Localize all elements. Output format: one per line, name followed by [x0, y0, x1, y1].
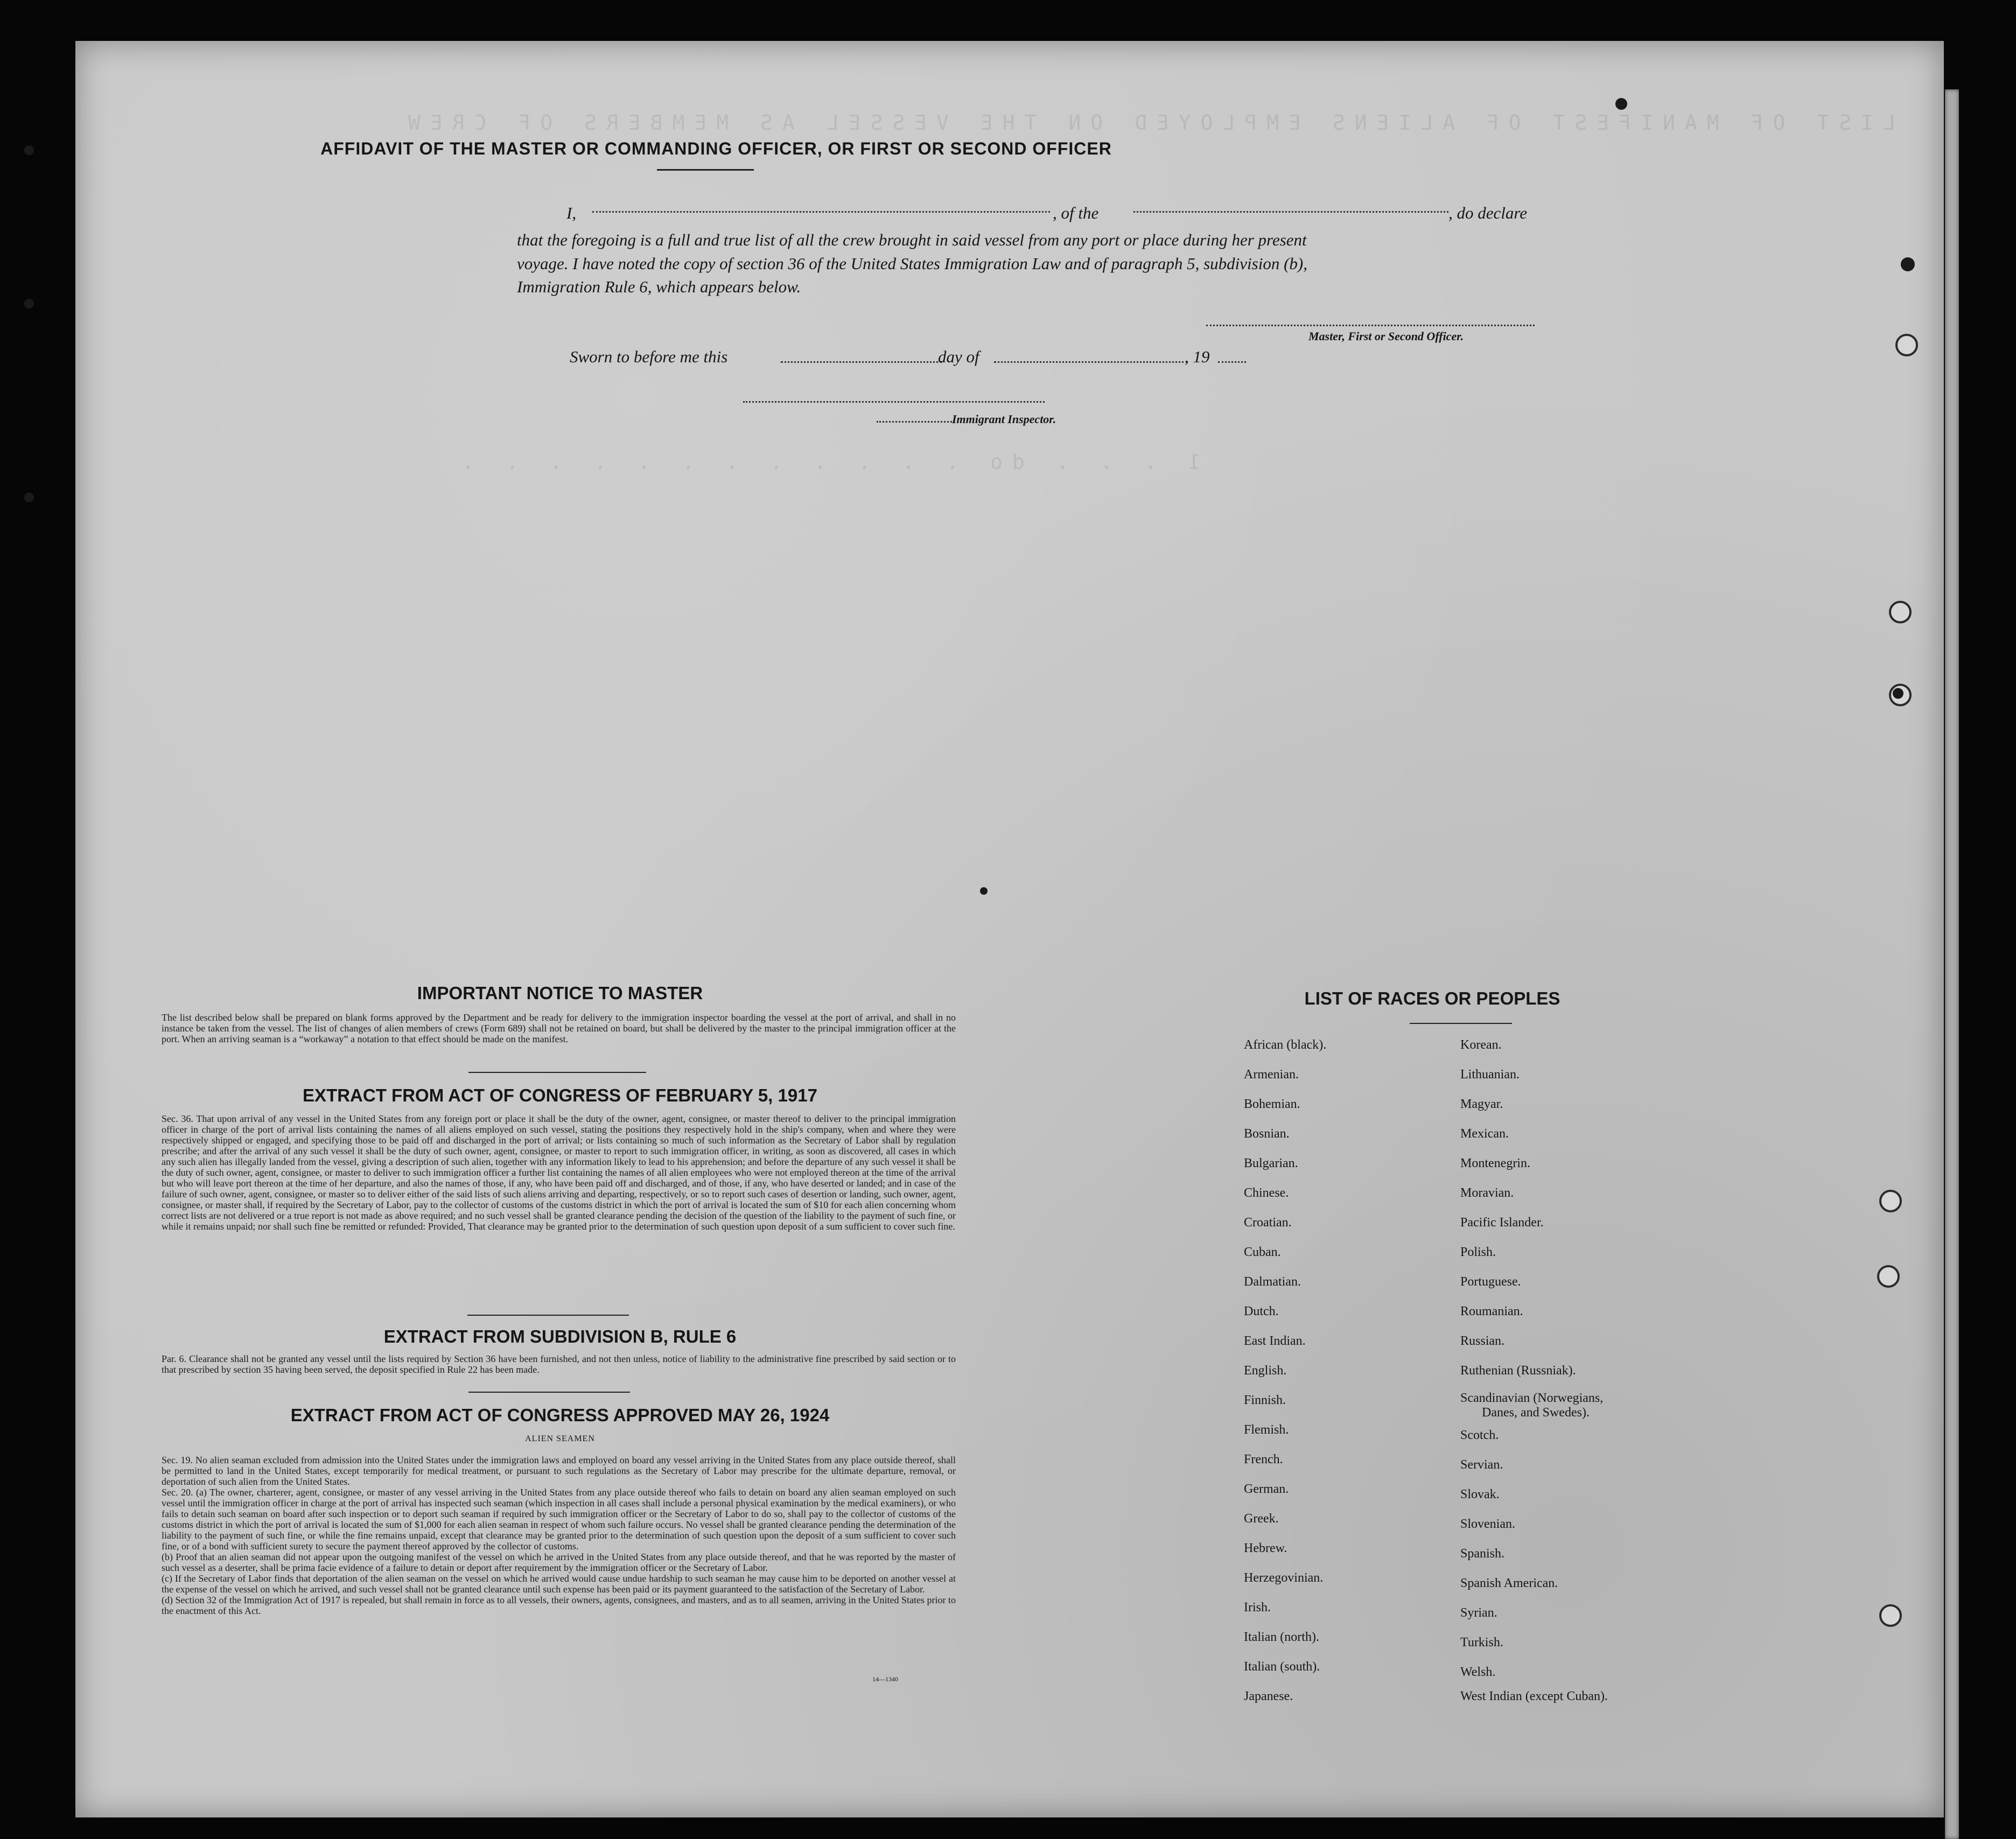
punch-hole [1889, 601, 1912, 623]
notice-text: The list described below shall be prepared on blank forms approved by the Department and be ready for delivery to the immigration inspector boarding the vessel at the port of arrival, and shall in no instance be taken from the vessel. The list of changes of alien members of crews (Form 689) shall not be retained on board, but shall be delivered by the master to the principal immigration officer at the port. When an arriving seaman is a “workaway” a notation to that effect should be made on the manifest. [162, 1012, 956, 1044]
punch-hole [1895, 334, 1918, 356]
race-item: Lithuanian. [1460, 1068, 1520, 1082]
ink-mark [1615, 98, 1627, 110]
sworn-label: Sworn to before me this [570, 347, 728, 366]
race-item: Italian (south). [1244, 1660, 1320, 1674]
extract-1924-text [162, 1455, 956, 1616]
page-edge [1945, 89, 1959, 1839]
affidavit-i-label: I, [566, 203, 577, 222]
race-item: Welsh. [1460, 1665, 1496, 1679]
race-item: Chinese. [1244, 1186, 1289, 1200]
race-item: English. [1244, 1364, 1287, 1378]
race-item: Mexican. [1460, 1127, 1509, 1141]
section-divider [468, 1392, 630, 1393]
race-item: Slovenian. [1460, 1517, 1515, 1531]
section-divider [467, 1315, 629, 1316]
notice-heading: IMPORTANT NOTICE TO MASTER [417, 983, 703, 1003]
bleed-through-ghost-text: LIST OF MANIFEST OF ALIENS EMPLOYED ON THE VESSEL AS MEMBERS OF CREW [398, 111, 1895, 135]
race-item: Scotch. [1460, 1428, 1499, 1442]
race-item: Hebrew. [1244, 1541, 1287, 1555]
punch-hole [1879, 1604, 1902, 1627]
master-label: Master, First or Second Officer. [1308, 329, 1464, 343]
race-item-continuation: Danes, and Swedes). [1482, 1406, 1590, 1420]
sec-20d-paragraph: (d) Section 32 of the Immigration Act of 1917 is repealed, but shall remain in force as to all vessels, their owners, agents, consignees, and masters, and as to all seamen, arriving in the United States prior to the enactment of this Act. [162, 1595, 956, 1616]
year-label: , 19 [1185, 347, 1210, 366]
race-item: East Indian. [1244, 1334, 1306, 1348]
race-item: Croatian. [1244, 1216, 1292, 1230]
extract-rule6-heading: EXTRACT FROM SUBDIVISION B, RULE 6 [383, 1326, 737, 1346]
races-underline [1410, 1023, 1512, 1024]
race-item: Turkish. [1460, 1636, 1503, 1650]
race-item: German. [1244, 1482, 1289, 1496]
races-heading: LIST OF RACES OR PEOPLES [1304, 988, 1560, 1008]
inspector-signature-blank[interactable] [743, 401, 1045, 403]
title-underline [657, 169, 754, 171]
race-item: Russian. [1460, 1334, 1505, 1348]
race-item: Ruthenian (Russniak). [1460, 1364, 1576, 1378]
race-item: Servian. [1460, 1458, 1503, 1472]
affidavit-title: AFFIDAVIT OF THE MASTER OR COMMANDING OFFICER, OR FIRST OR SECOND OFFICER [320, 139, 1112, 158]
race-item: Moravian. [1460, 1186, 1514, 1200]
declare-label: , do declare [1448, 203, 1528, 222]
race-item: Roumanian. [1460, 1304, 1523, 1318]
day-of-label: day of [938, 347, 979, 366]
vessel-blank[interactable] [1133, 211, 1448, 213]
race-item: Greek. [1244, 1512, 1279, 1526]
ink-mark [24, 299, 34, 308]
inspector-signature-blank-short[interactable] [877, 421, 955, 423]
punch-hole [1877, 1265, 1900, 1288]
race-item: Spanish American. [1460, 1576, 1558, 1590]
punch-hole [1879, 1190, 1902, 1212]
ink-mark [1893, 688, 1903, 699]
race-item: Irish. [1244, 1601, 1271, 1615]
race-item: Bosnian. [1244, 1127, 1290, 1141]
race-item: West Indian (except Cuban). [1460, 1689, 1608, 1703]
race-item: Bulgarian. [1244, 1156, 1298, 1170]
inspector-label: Immigrant Inspector. [952, 412, 1056, 426]
sec-19-paragraph: Sec. 19. No alien seaman excluded from admission into the United States under the immigration laws and employed on board any vessel arriving in the United States from any place outside thereof, shall be permitted to land in the United States, except temporarily for medical treatment, or pursuant to such regulations as the Secretary of Labor may prescribe for the ultimate departure, removal, or deportation of such alien from the United States. [162, 1455, 956, 1487]
bleed-through-ghost-rows: 1 . . . do . . . . . . . . . . . . [452, 450, 1201, 474]
sworn-month-blank[interactable] [994, 361, 1188, 363]
race-item: Portuguese. [1460, 1275, 1521, 1289]
sec-20a-paragraph: Sec. 20. (a) The owner, charterer, agent, consignee, or master of any vessel arriving in the United States from any place outside thereof who fails to detain on board any alien seaman employed on such vessel until the immigration officer in charge at the port of arrival has inspected such seaman (which inspection in all cases shall include a personal physical examination by the medical examiners), or who fails to detain such seaman on board after such inspection or to deport such seaman if required by such immigration officer or the Secretary of Labor to do so, shall pay to the collector of customs of the customs district in which the port of arrival is located the sum of $1,000 for each alien seaman in respect of whom such failure occurs. No vessel shall be granted clearance pending the determination of the liability to the payment of such fine, or while the fine remains unpaid, except that clearance may be granted prior to the determination of such question upon the deposit of a sum sufficient to cover such fine, or of a bond with sufficient surety to secure the payment thereof approved by the collector of customs. [162, 1487, 956, 1552]
extract-1917-text: Sec. 36. That upon arrival of any vessel in the United States from any foreign port or place it shall be the duty of the owner, agent, consignee, or master thereof to deliver to the principal immigration officer in charge of the port of arrival lists containing the names of all aliens employed on such vessel, stating the positions they respectively hold in the ship's company, when and where they were respectively shipped or engaged, and specifying those to be paid off and discharged in the port of arrival; or lists containing so much of such information as the Secretary of Labor shall by regulation prescribe; and after the arrival of any such vessel it shall be the duty of such owner, agent, consignee, or master to report to such immigration officer, in writing, as soon as discovered, all cases in which any such alien has illegally landed from the vessel, giving a description of such alien, together with any information likely to lead to his apprehension; and before the departure of any such vessel it shall be the duty of such owner, agent, consignee, or master to deliver to such immigration officer a further list containing the names of all alien employees who were not employed thereon at the time of the arrival but who will leave port thereon at the time of her departure, and also the names of those, if any, who have been paid off and discharged, and of those, if any, who have deserted or landed; and in case of the failure of such owner, agent, consignee, or master so to deliver either of the said lists of such aliens arriving and departing, respectively, or so to report such cases of desertion or landing, such owner, agent, consignee, or master shall, if required by the Secretary of Labor, pay to the collector of customs of the customs district in which the port of arrival is located the sum of $10 for each alien concerning whom correct lists are not delivered or a true report is not made as above required; and no such vessel shall be granted clearance pending the decision of the question of the liability to the payment of such fine, or while it remains unpaid; nor shall such fine be remitted or refunded: Provided, That clearance may be granted prior to the determination of such question upon deposit of a sum sufficient to cover such fine. [162, 1113, 956, 1232]
race-item: Bohemian. [1244, 1097, 1300, 1111]
extract-1924-heading: EXTRACT FROM ACT OF CONGRESS APPROVED MAY 26, 1924 [290, 1405, 830, 1425]
race-item: Herzegovinian. [1244, 1571, 1324, 1585]
ink-mark [24, 493, 34, 502]
race-item: Cuban. [1244, 1245, 1281, 1259]
race-item: Magyar. [1460, 1097, 1503, 1111]
affidavit-line-3: voyage. I have noted the copy of section 36 of the United States Immigration Law and of paragraph 5, subdivision (b), [517, 254, 1307, 273]
race-item: Armenian. [1244, 1068, 1299, 1082]
race-item: Scandinavian (Norwegians, [1460, 1391, 1604, 1405]
race-item: Dalmatian. [1244, 1275, 1301, 1289]
race-item: Polish. [1460, 1245, 1496, 1259]
alien-seamen-subheading: ALIEN SEAMEN [525, 1434, 595, 1443]
race-item: African (black). [1244, 1038, 1327, 1052]
sworn-day-blank[interactable] [781, 361, 942, 363]
name-blank[interactable] [592, 211, 1050, 213]
master-signature-blank[interactable] [1206, 325, 1535, 326]
race-item: Spanish. [1460, 1547, 1505, 1561]
race-item: Dutch. [1244, 1304, 1279, 1318]
race-item: Italian (north). [1244, 1630, 1319, 1644]
ink-mark [980, 887, 988, 895]
extract-rule6-text: Par. 6. Clearance shall not be granted any vessel until the lists required by Section 36 have been furnished, and not then unless, notice of liability to the administrative fine prescribed by said section or to that prescribed by section 35 having been served, the deposit specified in Rule 22 has been made. [162, 1353, 956, 1375]
section-divider [468, 1072, 646, 1073]
race-item: Finnish. [1244, 1393, 1286, 1407]
race-item: Japanese. [1244, 1689, 1293, 1703]
sec-20c-paragraph: (c) If the Secretary of Labor finds that deportation of the alien seaman on the vessel on which he arrived would cause undue hardship to such seaman he may cause him to be deported on another vessel at the expense of the vessel on which he arrived, and such vessel shall not be granted clearance until such expense has been paid or its payment guaranteed to the satisfaction of the Secretary of Labor. [162, 1573, 956, 1595]
sworn-year-blank[interactable] [1218, 361, 1246, 363]
race-item: Slovak. [1460, 1487, 1500, 1501]
extract-1917-heading: EXTRACT FROM ACT OF CONGRESS OF FEBRUARY 5, 1917 [303, 1085, 817, 1105]
race-item: Korean. [1460, 1038, 1502, 1052]
race-item: Montenegrin. [1460, 1156, 1530, 1170]
race-item: French. [1244, 1452, 1283, 1466]
race-item: Syrian. [1460, 1606, 1497, 1620]
affidavit-line-2: that the foregoing is a full and true list of all the crew brought in said vessel from any port or place during her present [517, 230, 1307, 249]
ink-mark [1901, 257, 1915, 271]
race-item: Pacific Islander. [1460, 1216, 1544, 1230]
of-the-label: , of the [1053, 203, 1099, 222]
sec-20b-paragraph: (b) Proof that an alien seaman did not appear upon the outgoing manifest of the vessel on which he arrived in the United States from any place outside thereof, and that he was reported by the master of such vessel as a deserter, shall be prima facie evidence of a failure to detain or deport after requirement by the immigration officer or the Secretary of Labor. [162, 1552, 956, 1573]
affidavit-line-4: Immigration Rule 6, which appears below. [517, 277, 801, 296]
race-item: Flemish. [1244, 1423, 1289, 1437]
form-number: 14—1340 [872, 1675, 898, 1683]
